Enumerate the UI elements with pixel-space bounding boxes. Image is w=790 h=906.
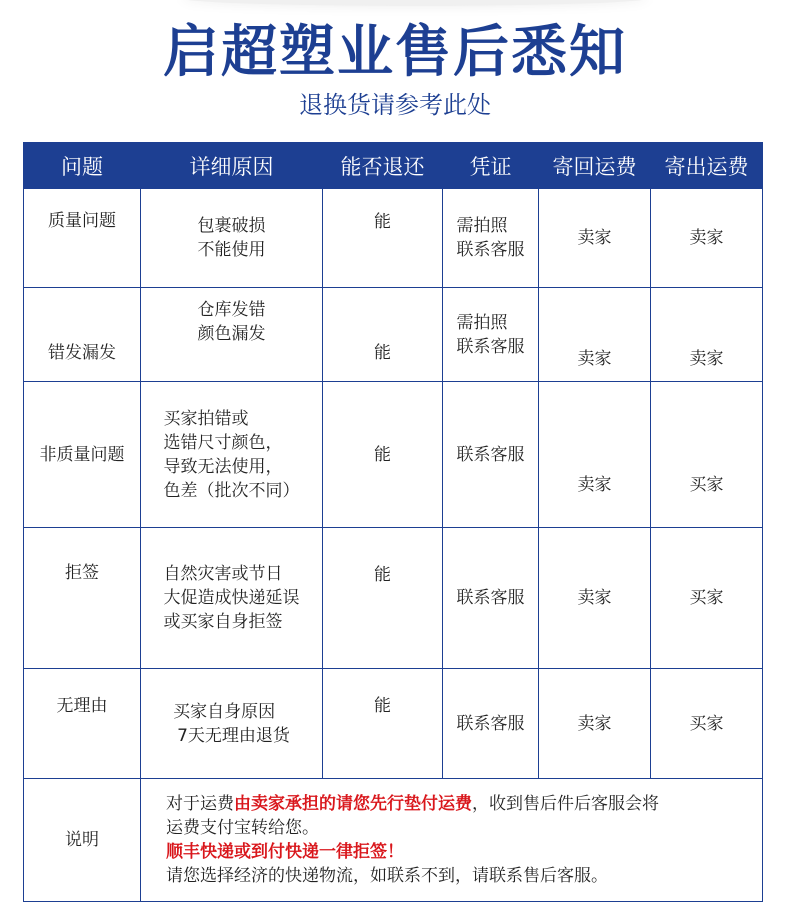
reason-line: 买家自身原因 bbox=[173, 701, 276, 722]
page-subtitle: 退换货请参考此处 bbox=[299, 91, 491, 119]
column-header-send-fee: 寄出运费 bbox=[651, 143, 763, 189]
reason-cell bbox=[141, 189, 323, 288]
reason-line: 或买家自身拒签 bbox=[163, 612, 283, 632]
reason-line: 颜色漏发 bbox=[197, 324, 266, 344]
proof-cell bbox=[443, 528, 539, 669]
issue-cell: 无理由 bbox=[24, 669, 141, 779]
returnable-cell: 能 bbox=[323, 288, 443, 382]
proof-line: 联系客服 bbox=[456, 713, 525, 734]
after-sales-table bbox=[23, 142, 763, 902]
reason-cell bbox=[141, 528, 323, 669]
reason-line: 7天无理由退货 bbox=[177, 725, 290, 746]
send-fee-cell: 买家 bbox=[651, 528, 763, 669]
reason-line: 导致无法使用， bbox=[163, 456, 283, 477]
send-fee-cell: 买家 bbox=[651, 382, 763, 528]
issue-cell: 非质量问题 bbox=[24, 382, 141, 528]
proof-cell bbox=[443, 669, 539, 779]
reason-line: 仓库发错 bbox=[197, 300, 266, 320]
note-line-1: 对于运费由卖家承担的请您先行垫付运费，收到售后件后客服会将 bbox=[166, 794, 659, 814]
note-cell bbox=[141, 779, 763, 902]
reason-line: 选错尺寸颜色， bbox=[163, 432, 283, 453]
returnable-cell: 能 bbox=[323, 528, 443, 669]
issue-cell: 错发漏发 bbox=[24, 288, 141, 382]
proof-cell bbox=[443, 382, 539, 528]
reason-cell bbox=[141, 288, 323, 382]
proof-cell bbox=[443, 189, 539, 288]
note-line-4: 请您选择经济的快递物流，如联系不到，请联系售后客服。 bbox=[166, 866, 608, 886]
proof-line: 需拍照 bbox=[456, 312, 508, 333]
column-header-returnable: 能否退还 bbox=[323, 143, 443, 189]
table-header-row bbox=[24, 143, 763, 189]
returnable-cell: 能 bbox=[323, 382, 443, 528]
reason-line: 买家拍错或 bbox=[163, 408, 249, 429]
column-header-proof: 凭证 bbox=[443, 143, 539, 189]
table-row bbox=[24, 528, 763, 669]
page-title: 启超塑业售后悉知 bbox=[163, 20, 627, 85]
return-fee-cell: 卖家 bbox=[539, 382, 651, 528]
reason-line: 不能使用 bbox=[197, 240, 266, 260]
return-fee-cell: 卖家 bbox=[539, 528, 651, 669]
column-header-return-fee: 寄回运费 bbox=[539, 143, 651, 189]
issue-cell: 质量问题 bbox=[24, 189, 141, 288]
proof-cell bbox=[443, 288, 539, 382]
reason-line: 色差（批次不同） bbox=[163, 480, 300, 501]
table-row bbox=[24, 382, 763, 528]
proof-line: 联系客服 bbox=[456, 336, 525, 357]
returnable-cell: 能 bbox=[323, 669, 443, 779]
reason-line: 包裹破损 bbox=[197, 216, 266, 236]
returnable-cell: 能 bbox=[323, 189, 443, 288]
top-shadow-decoration bbox=[180, 0, 650, 6]
send-fee-cell: 卖家 bbox=[651, 288, 763, 382]
table-row-note bbox=[24, 779, 763, 902]
column-header-issue: 问题 bbox=[24, 143, 141, 189]
issue-cell: 拒签 bbox=[24, 528, 141, 669]
reason-line: 自然灾害或节日 bbox=[163, 564, 283, 584]
note-line-2: 运费支付宝转给您。 bbox=[166, 818, 319, 838]
return-fee-cell: 卖家 bbox=[539, 669, 651, 779]
proof-line: 需拍照 bbox=[456, 216, 508, 236]
proof-line: 联系客服 bbox=[456, 240, 525, 260]
return-fee-cell: 卖家 bbox=[539, 189, 651, 288]
table-row bbox=[24, 288, 763, 382]
send-fee-cell: 卖家 bbox=[651, 189, 763, 288]
reason-line: 大促造成快递延误 bbox=[163, 588, 300, 608]
proof-line: 联系客服 bbox=[456, 444, 525, 465]
note-label-cell: 说明 bbox=[24, 779, 141, 902]
note-highlight: 由卖家承担的请您先行垫付运费 bbox=[234, 794, 472, 814]
proof-line: 联系客服 bbox=[456, 588, 525, 608]
reason-cell bbox=[141, 382, 323, 528]
reason-cell bbox=[141, 669, 323, 779]
return-fee-cell: 卖家 bbox=[539, 288, 651, 382]
table-row bbox=[24, 189, 763, 288]
column-header-reason: 详细原因 bbox=[141, 143, 323, 189]
note-line-3-warning: 顺丰快递或到付快递一律拒签！ bbox=[166, 842, 404, 862]
send-fee-cell: 买家 bbox=[651, 669, 763, 779]
table-row bbox=[24, 669, 763, 779]
